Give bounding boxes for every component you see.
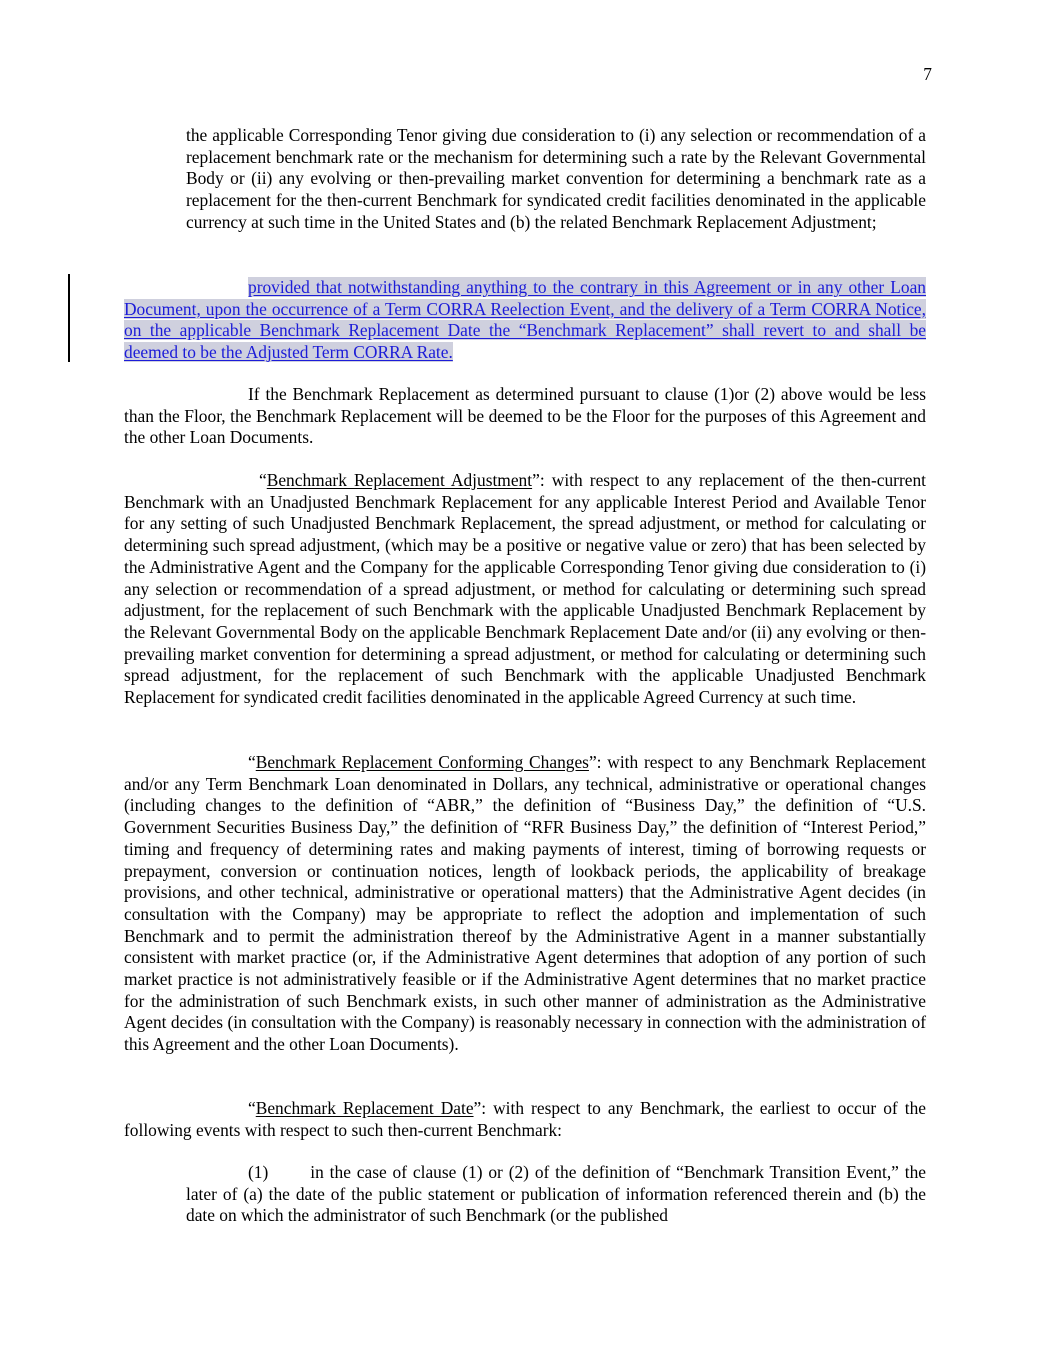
paragraph-floor: If the Benchmark Replacement as determined pursuant to clause (1)or (2) above would be less than the Floor, the Benchmark Replacement will be deemed to be the Floor for the purposes of this Agreement and the other Loan Documents.: [124, 384, 926, 448]
open-quote: “: [259, 470, 267, 490]
page-number: 7: [923, 64, 932, 84]
defined-term: Benchmark Replacement Adjustment: [266, 470, 533, 490]
definition-body: ”: with respect to any replacement of the then-current Benchmark with an Unadjusted Benchmark Replacement for any applicable Interest Period and Available Tenor for any setting of such Unadjusted Benchmark Replacement, the spread adjustment, or method for calculating or determining such spread adjustment, (which may be a positive or negative value or zero) that has been selected by the Administrative Agent and the Company for the applicable Corresponding Tenor giving due consideration to (i) any selection or recommendation of a spread adjustment, or method for calculating or determining such spread adjustment, for the replacement of such Benchmark with the applicable Unadjusted Benchmark Replacement by the Relevant Governmental Body on the applicable Benchmark Replacement Date and/or (ii) any evolving or then-prevailing market convention for determining a spread adjustment, or method for calculating or determining such spread adjustment, for the replacement of such Benchmark with the applicable Unadjusted Benchmark Replacement for syndicated credit facilities denominated in the applicable Agreed Currency at such time.: [124, 470, 926, 708]
clause-1: [186, 1162, 926, 1227]
open-quote: “: [248, 1098, 256, 1118]
tracked-insertion: provided that notwithstanding anything to the contrary in this Agreement or in any other Loan Document, upon the occurrence of a Term CORRA Reelection Event, and the delivery of a Term CORRA Notice, on the applicable Benchmark Replacement Date the “Benchmark Replacement” shall revert to and shall be deemed to be the Adjusted Term CORRA Rate.: [124, 277, 926, 363]
clause-number: (1): [248, 1162, 269, 1182]
definition-benchmark-replacement-adjustment: [124, 470, 926, 709]
open-quote: “: [248, 752, 256, 772]
definition-body: ”: with respect to any Benchmark, the earliest to occur of the following events with respect to such then-current Benchmark:: [124, 1098, 926, 1140]
paragraph-inserted-proviso: [124, 277, 926, 364]
definition-benchmark-replacement-conforming-changes: [124, 752, 926, 1056]
definition-body: ”: with respect to any Benchmark Replacement and/or any Term Benchmark Loan denominated in Dollars, any technical, administrative or operational changes (including changes to the definition of “ABR,” the definition of “Business Day,” the definition of “U.S. Government Securities Business Day,” the definition of “RFR Business Day,” the definition of “Interest Period,” timing and frequency of determining rates and making payments of interest, timing of borrowing requests or prepayment, conversion or continuation notices, length of lookback periods, the applicability of breakage provisions, and other technical, administrative or operational matters) that the Administrative Agent decides (in consultation with the Company) may be appropriate to reflect the adoption and implementation of such Benchmark and to permit the administration thereof by the Administrative Agent in a manner substantially consistent with market practice (or, if the Administrative Agent determines that adoption of any portion of such market practice is not administratively feasible or if the Administrative Agent determines that no market practice for the administration of such Benchmark exists, in such other manner of administration as the Administrative Agent decides (in consultation with the Company) is reasonably necessary in connection with the administration of this Agreement and the other Loan Documents).: [124, 752, 926, 1055]
clause-text: in the case of clause (1) or (2) of the definition of “Benchmark Transition Event,” the later of (a) the date of the public statement or publication of information referenced therein and (b) the date on which the administrator of such Benchmark (or the published: [186, 1162, 926, 1226]
definition-benchmark-replacement-date: [124, 1098, 926, 1141]
defined-term: Benchmark Replacement Date: [255, 1098, 474, 1118]
defined-term: Benchmark Replacement Conforming Changes: [255, 752, 589, 772]
paragraph-benchmark-replacement-tail: the applicable Corresponding Tenor giving due consideration to (i) any selection or recommendation of a replacement benchmark rate or the mechanism for determining such a rate by the Relevant Governmental Body or (ii) any evolving or then-prevailing market convention for determining a benchmark rate as a replacement for the then-current Benchmark for syndicated credit facilities denominated in the applicable currency at such time in the United States and (b) the related Benchmark Replacement Adjustment;: [186, 125, 926, 232]
change-bar: [68, 274, 70, 362]
